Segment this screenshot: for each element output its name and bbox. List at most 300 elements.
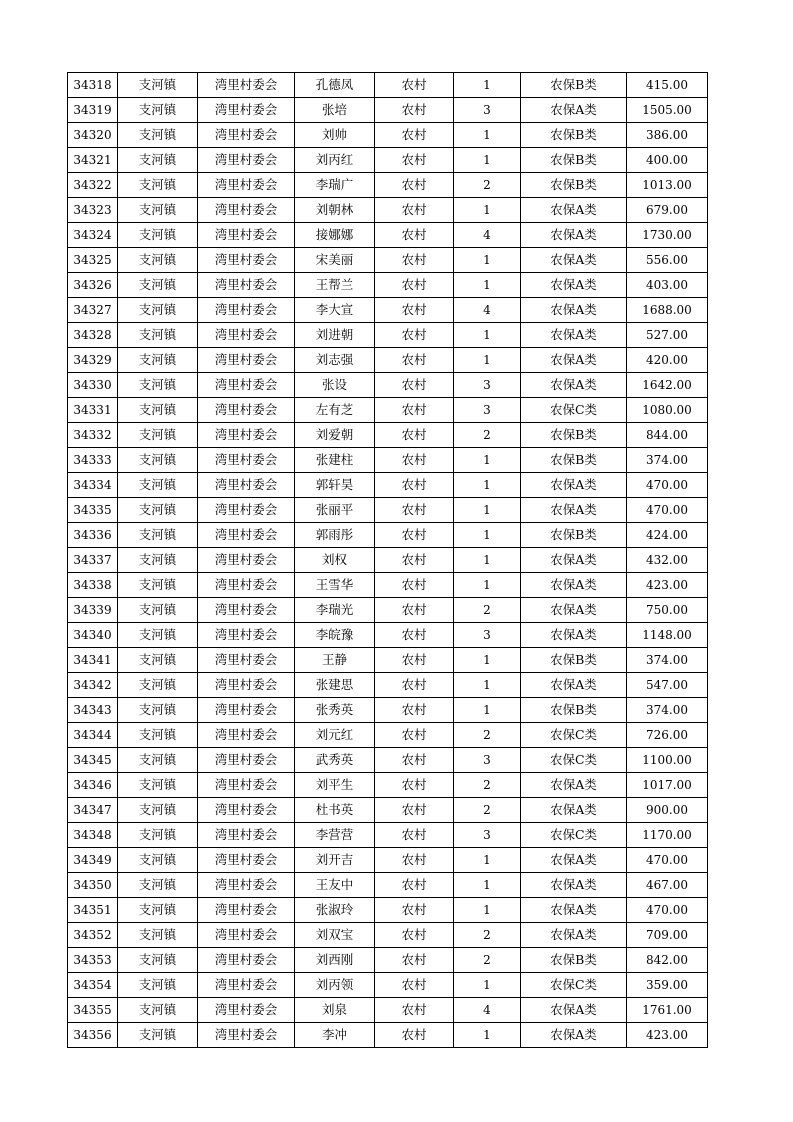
town-cell: 支河镇 <box>118 273 198 298</box>
village-cell: 湾里村委会 <box>198 398 295 423</box>
town-cell: 支河镇 <box>118 698 198 723</box>
record-id-cell: 34335 <box>68 498 118 523</box>
town-cell: 支河镇 <box>118 498 198 523</box>
amount-cell: 726.00 <box>627 723 708 748</box>
town-cell: 支河镇 <box>118 673 198 698</box>
village-cell: 湾里村委会 <box>198 498 295 523</box>
town-cell: 支河镇 <box>118 948 198 973</box>
person-name-cell: 孔德凤 <box>295 73 375 98</box>
table-row <box>68 798 708 823</box>
person-name-cell: 李营营 <box>295 823 375 848</box>
household-size-cell: 4 <box>454 223 521 248</box>
table-row <box>68 673 708 698</box>
area-type-cell: 农村 <box>375 173 454 198</box>
area-type-cell: 农村 <box>375 898 454 923</box>
person-name-cell: 李瑞广 <box>295 173 375 198</box>
insurance-category-cell: 农保A类 <box>521 998 627 1023</box>
amount-cell: 556.00 <box>627 248 708 273</box>
village-cell: 湾里村委会 <box>198 748 295 773</box>
area-type-cell: 农村 <box>375 973 454 998</box>
table-row <box>68 898 708 923</box>
town-cell: 支河镇 <box>118 823 198 848</box>
amount-cell: 1688.00 <box>627 298 708 323</box>
insurance-category-cell: 农保C类 <box>521 723 627 748</box>
amount-cell: 1148.00 <box>627 623 708 648</box>
insurance-category-cell: 农保B类 <box>521 173 627 198</box>
insurance-category-cell: 农保C类 <box>521 748 627 773</box>
area-type-cell: 农村 <box>375 73 454 98</box>
record-id-cell: 34333 <box>68 448 118 473</box>
insurance-category-cell: 农保A类 <box>521 473 627 498</box>
amount-cell: 470.00 <box>627 898 708 923</box>
village-cell: 湾里村委会 <box>198 773 295 798</box>
person-name-cell: 张建思 <box>295 673 375 698</box>
area-type-cell: 农村 <box>375 998 454 1023</box>
table-row <box>68 623 708 648</box>
household-size-cell: 1 <box>454 698 521 723</box>
town-cell: 支河镇 <box>118 723 198 748</box>
household-size-cell: 2 <box>454 798 521 823</box>
person-name-cell: 李冲 <box>295 1023 375 1048</box>
town-cell: 支河镇 <box>118 848 198 873</box>
village-cell: 湾里村委会 <box>198 848 295 873</box>
person-name-cell: 李皖豫 <box>295 623 375 648</box>
area-type-cell: 农村 <box>375 448 454 473</box>
amount-cell: 1017.00 <box>627 773 708 798</box>
village-cell: 湾里村委会 <box>198 98 295 123</box>
insurance-category-cell: 农保C类 <box>521 973 627 998</box>
area-type-cell: 农村 <box>375 273 454 298</box>
household-size-cell: 1 <box>454 873 521 898</box>
insurance-category-cell: 农保A类 <box>521 873 627 898</box>
record-id-cell: 34328 <box>68 323 118 348</box>
record-id-cell: 34323 <box>68 198 118 223</box>
household-size-cell: 1 <box>454 848 521 873</box>
person-name-cell: 刘朝林 <box>295 198 375 223</box>
record-id-cell: 34350 <box>68 873 118 898</box>
amount-cell: 403.00 <box>627 273 708 298</box>
insurance-category-cell: 农保A类 <box>521 773 627 798</box>
table-row <box>68 423 708 448</box>
amount-cell: 470.00 <box>627 498 708 523</box>
town-cell: 支河镇 <box>118 748 198 773</box>
record-id-cell: 34345 <box>68 748 118 773</box>
household-size-cell: 1 <box>454 448 521 473</box>
area-type-cell: 农村 <box>375 523 454 548</box>
area-type-cell: 农村 <box>375 748 454 773</box>
insurance-category-cell: 农保C类 <box>521 398 627 423</box>
town-cell: 支河镇 <box>118 198 198 223</box>
town-cell: 支河镇 <box>118 773 198 798</box>
village-cell: 湾里村委会 <box>198 873 295 898</box>
amount-cell: 1100.00 <box>627 748 708 773</box>
record-id-cell: 34324 <box>68 223 118 248</box>
household-size-cell: 1 <box>454 348 521 373</box>
household-size-cell: 1 <box>454 898 521 923</box>
household-size-cell: 4 <box>454 998 521 1023</box>
area-type-cell: 农村 <box>375 123 454 148</box>
village-cell: 湾里村委会 <box>198 323 295 348</box>
insurance-category-cell: 农保A类 <box>521 323 627 348</box>
table-row <box>68 573 708 598</box>
household-size-cell: 2 <box>454 948 521 973</box>
town-cell: 支河镇 <box>118 398 198 423</box>
area-type-cell: 农村 <box>375 848 454 873</box>
village-cell: 湾里村委会 <box>198 998 295 1023</box>
area-type-cell: 农村 <box>375 1023 454 1048</box>
village-cell: 湾里村委会 <box>198 423 295 448</box>
household-size-cell: 1 <box>454 573 521 598</box>
insurance-category-cell: 农保A类 <box>521 798 627 823</box>
village-cell: 湾里村委会 <box>198 1023 295 1048</box>
household-size-cell: 3 <box>454 748 521 773</box>
record-id-cell: 34342 <box>68 673 118 698</box>
household-size-cell: 3 <box>454 398 521 423</box>
amount-cell: 844.00 <box>627 423 708 448</box>
village-cell: 湾里村委会 <box>198 573 295 598</box>
amount-cell: 527.00 <box>627 323 708 348</box>
village-cell: 湾里村委会 <box>198 598 295 623</box>
village-cell: 湾里村委会 <box>198 173 295 198</box>
record-id-cell: 34327 <box>68 298 118 323</box>
village-cell: 湾里村委会 <box>198 673 295 698</box>
insurance-category-cell: 农保B类 <box>521 648 627 673</box>
insurance-category-cell: 农保A类 <box>521 248 627 273</box>
village-cell: 湾里村委会 <box>198 473 295 498</box>
amount-cell: 1505.00 <box>627 98 708 123</box>
village-cell: 湾里村委会 <box>198 73 295 98</box>
town-cell: 支河镇 <box>118 248 198 273</box>
household-size-cell: 3 <box>454 373 521 398</box>
record-id-cell: 34344 <box>68 723 118 748</box>
household-size-cell: 1 <box>454 198 521 223</box>
town-cell: 支河镇 <box>118 798 198 823</box>
village-cell: 湾里村委会 <box>198 623 295 648</box>
town-cell: 支河镇 <box>118 1023 198 1048</box>
record-id-cell: 34337 <box>68 548 118 573</box>
amount-cell: 423.00 <box>627 573 708 598</box>
person-name-cell: 杜书英 <box>295 798 375 823</box>
record-id-cell: 34351 <box>68 898 118 923</box>
area-type-cell: 农村 <box>375 648 454 673</box>
insurance-category-cell: 农保A类 <box>521 223 627 248</box>
area-type-cell: 农村 <box>375 298 454 323</box>
insurance-category-cell: 农保A类 <box>521 498 627 523</box>
person-name-cell: 张建柱 <box>295 448 375 473</box>
insurance-category-cell: 农保A类 <box>521 898 627 923</box>
person-name-cell: 张秀英 <box>295 698 375 723</box>
area-type-cell: 农村 <box>375 498 454 523</box>
amount-cell: 415.00 <box>627 73 708 98</box>
village-cell: 湾里村委会 <box>198 648 295 673</box>
amount-cell: 359.00 <box>627 973 708 998</box>
record-id-cell: 34325 <box>68 248 118 273</box>
insurance-category-cell: 农保B类 <box>521 73 627 98</box>
person-name-cell: 刘平生 <box>295 773 375 798</box>
household-size-cell: 1 <box>454 973 521 998</box>
area-type-cell: 农村 <box>375 373 454 398</box>
amount-cell: 750.00 <box>627 598 708 623</box>
household-size-cell: 2 <box>454 598 521 623</box>
village-cell: 湾里村委会 <box>198 273 295 298</box>
record-id-cell: 34331 <box>68 398 118 423</box>
amount-cell: 432.00 <box>627 548 708 573</box>
person-name-cell: 刘权 <box>295 548 375 573</box>
town-cell: 支河镇 <box>118 448 198 473</box>
person-name-cell: 刘丙领 <box>295 973 375 998</box>
record-id-cell: 34347 <box>68 798 118 823</box>
document-page <box>67 72 707 1048</box>
person-name-cell: 郭轩昊 <box>295 473 375 498</box>
table-row <box>68 998 708 1023</box>
household-size-cell: 1 <box>454 248 521 273</box>
roster-table <box>67 72 708 1048</box>
table-row <box>68 598 708 623</box>
amount-cell: 1170.00 <box>627 823 708 848</box>
area-type-cell: 农村 <box>375 473 454 498</box>
amount-cell: 420.00 <box>627 348 708 373</box>
town-cell: 支河镇 <box>118 98 198 123</box>
table-row <box>68 73 708 98</box>
insurance-category-cell: 农保B类 <box>521 148 627 173</box>
town-cell: 支河镇 <box>118 648 198 673</box>
household-size-cell: 1 <box>454 323 521 348</box>
area-type-cell: 农村 <box>375 323 454 348</box>
amount-cell: 423.00 <box>627 1023 708 1048</box>
insurance-category-cell: 农保A类 <box>521 273 627 298</box>
person-name-cell: 刘西刚 <box>295 948 375 973</box>
area-type-cell: 农村 <box>375 198 454 223</box>
amount-cell: 386.00 <box>627 123 708 148</box>
area-type-cell: 农村 <box>375 548 454 573</box>
household-size-cell: 1 <box>454 73 521 98</box>
village-cell: 湾里村委会 <box>198 448 295 473</box>
town-cell: 支河镇 <box>118 973 198 998</box>
table-row <box>68 973 708 998</box>
town-cell: 支河镇 <box>118 998 198 1023</box>
amount-cell: 900.00 <box>627 798 708 823</box>
table-row <box>68 273 708 298</box>
town-cell: 支河镇 <box>118 173 198 198</box>
amount-cell: 1761.00 <box>627 998 708 1023</box>
town-cell: 支河镇 <box>118 373 198 398</box>
town-cell: 支河镇 <box>118 123 198 148</box>
insurance-category-cell: 农保A类 <box>521 598 627 623</box>
town-cell: 支河镇 <box>118 923 198 948</box>
village-cell: 湾里村委会 <box>198 923 295 948</box>
record-id-cell: 34341 <box>68 648 118 673</box>
person-name-cell: 刘进朝 <box>295 323 375 348</box>
village-cell: 湾里村委会 <box>198 248 295 273</box>
household-size-cell: 1 <box>454 148 521 173</box>
area-type-cell: 农村 <box>375 398 454 423</box>
insurance-category-cell: 农保B类 <box>521 948 627 973</box>
area-type-cell: 农村 <box>375 773 454 798</box>
area-type-cell: 农村 <box>375 923 454 948</box>
person-name-cell: 武秀英 <box>295 748 375 773</box>
household-size-cell: 1 <box>454 273 521 298</box>
record-id-cell: 34329 <box>68 348 118 373</box>
table-row <box>68 873 708 898</box>
village-cell: 湾里村委会 <box>198 198 295 223</box>
person-name-cell: 刘丙红 <box>295 148 375 173</box>
household-size-cell: 1 <box>454 673 521 698</box>
record-id-cell: 34319 <box>68 98 118 123</box>
table-row <box>68 148 708 173</box>
record-id-cell: 34320 <box>68 123 118 148</box>
household-size-cell: 1 <box>454 523 521 548</box>
insurance-category-cell: 农保A类 <box>521 198 627 223</box>
table-row <box>68 1023 708 1048</box>
amount-cell: 424.00 <box>627 523 708 548</box>
village-cell: 湾里村委会 <box>198 973 295 998</box>
area-type-cell: 农村 <box>375 873 454 898</box>
household-size-cell: 2 <box>454 173 521 198</box>
area-type-cell: 农村 <box>375 423 454 448</box>
amount-cell: 679.00 <box>627 198 708 223</box>
table-row <box>68 698 708 723</box>
town-cell: 支河镇 <box>118 623 198 648</box>
roster-body <box>68 73 708 1048</box>
person-name-cell: 王静 <box>295 648 375 673</box>
village-cell: 湾里村委会 <box>198 798 295 823</box>
household-size-cell: 2 <box>454 723 521 748</box>
person-name-cell: 王雪华 <box>295 573 375 598</box>
area-type-cell: 农村 <box>375 698 454 723</box>
area-type-cell: 农村 <box>375 148 454 173</box>
insurance-category-cell: 农保A类 <box>521 848 627 873</box>
village-cell: 湾里村委会 <box>198 698 295 723</box>
insurance-category-cell: 农保A类 <box>521 548 627 573</box>
person-name-cell: 张设 <box>295 373 375 398</box>
insurance-category-cell: 农保A类 <box>521 673 627 698</box>
household-size-cell: 1 <box>454 1023 521 1048</box>
town-cell: 支河镇 <box>118 523 198 548</box>
table-row <box>68 123 708 148</box>
area-type-cell: 农村 <box>375 598 454 623</box>
village-cell: 湾里村委会 <box>198 148 295 173</box>
record-id-cell: 34321 <box>68 148 118 173</box>
person-name-cell: 郭雨彤 <box>295 523 375 548</box>
table-row <box>68 398 708 423</box>
record-id-cell: 34318 <box>68 73 118 98</box>
area-type-cell: 农村 <box>375 948 454 973</box>
insurance-category-cell: 农保A类 <box>521 98 627 123</box>
table-row <box>68 248 708 273</box>
town-cell: 支河镇 <box>118 323 198 348</box>
town-cell: 支河镇 <box>118 298 198 323</box>
area-type-cell: 农村 <box>375 823 454 848</box>
amount-cell: 1642.00 <box>627 373 708 398</box>
household-size-cell: 2 <box>454 423 521 448</box>
record-id-cell: 34332 <box>68 423 118 448</box>
town-cell: 支河镇 <box>118 348 198 373</box>
village-cell: 湾里村委会 <box>198 898 295 923</box>
amount-cell: 842.00 <box>627 948 708 973</box>
person-name-cell: 左有芝 <box>295 398 375 423</box>
table-row <box>68 173 708 198</box>
person-name-cell: 刘爱朝 <box>295 423 375 448</box>
table-row <box>68 473 708 498</box>
person-name-cell: 王帮兰 <box>295 273 375 298</box>
insurance-category-cell: 农保A类 <box>521 573 627 598</box>
amount-cell: 709.00 <box>627 923 708 948</box>
area-type-cell: 农村 <box>375 623 454 648</box>
record-id-cell: 34322 <box>68 173 118 198</box>
table-row <box>68 348 708 373</box>
area-type-cell: 农村 <box>375 573 454 598</box>
record-id-cell: 34334 <box>68 473 118 498</box>
table-row <box>68 523 708 548</box>
amount-cell: 1730.00 <box>627 223 708 248</box>
table-row <box>68 548 708 573</box>
table-row <box>68 298 708 323</box>
person-name-cell: 张淑玲 <box>295 898 375 923</box>
town-cell: 支河镇 <box>118 548 198 573</box>
area-type-cell: 农村 <box>375 223 454 248</box>
insurance-category-cell: 农保B类 <box>521 423 627 448</box>
table-row <box>68 848 708 873</box>
table-row <box>68 948 708 973</box>
town-cell: 支河镇 <box>118 898 198 923</box>
household-size-cell: 1 <box>454 498 521 523</box>
record-id-cell: 34336 <box>68 523 118 548</box>
amount-cell: 374.00 <box>627 698 708 723</box>
table-row <box>68 773 708 798</box>
area-type-cell: 农村 <box>375 348 454 373</box>
amount-cell: 400.00 <box>627 148 708 173</box>
table-row <box>68 223 708 248</box>
person-name-cell: 刘开吉 <box>295 848 375 873</box>
household-size-cell: 2 <box>454 923 521 948</box>
record-id-cell: 34330 <box>68 373 118 398</box>
record-id-cell: 34346 <box>68 773 118 798</box>
insurance-category-cell: 农保A类 <box>521 1023 627 1048</box>
town-cell: 支河镇 <box>118 473 198 498</box>
amount-cell: 470.00 <box>627 848 708 873</box>
insurance-category-cell: 农保A类 <box>521 373 627 398</box>
person-name-cell: 王友中 <box>295 873 375 898</box>
person-name-cell: 刘志强 <box>295 348 375 373</box>
town-cell: 支河镇 <box>118 573 198 598</box>
amount-cell: 547.00 <box>627 673 708 698</box>
record-id-cell: 34339 <box>68 598 118 623</box>
village-cell: 湾里村委会 <box>198 298 295 323</box>
insurance-category-cell: 农保B类 <box>521 523 627 548</box>
household-size-cell: 1 <box>454 473 521 498</box>
insurance-category-cell: 农保B类 <box>521 448 627 473</box>
town-cell: 支河镇 <box>118 148 198 173</box>
household-size-cell: 4 <box>454 298 521 323</box>
table-row <box>68 323 708 348</box>
record-id-cell: 34353 <box>68 948 118 973</box>
town-cell: 支河镇 <box>118 223 198 248</box>
household-size-cell: 2 <box>454 773 521 798</box>
village-cell: 湾里村委会 <box>198 348 295 373</box>
insurance-category-cell: 农保B类 <box>521 698 627 723</box>
insurance-category-cell: 农保B类 <box>521 123 627 148</box>
village-cell: 湾里村委会 <box>198 123 295 148</box>
household-size-cell: 1 <box>454 123 521 148</box>
amount-cell: 470.00 <box>627 473 708 498</box>
table-row <box>68 923 708 948</box>
amount-cell: 374.00 <box>627 648 708 673</box>
insurance-category-cell: 农保A类 <box>521 623 627 648</box>
amount-cell: 1080.00 <box>627 398 708 423</box>
village-cell: 湾里村委会 <box>198 373 295 398</box>
area-type-cell: 农村 <box>375 98 454 123</box>
village-cell: 湾里村委会 <box>198 723 295 748</box>
